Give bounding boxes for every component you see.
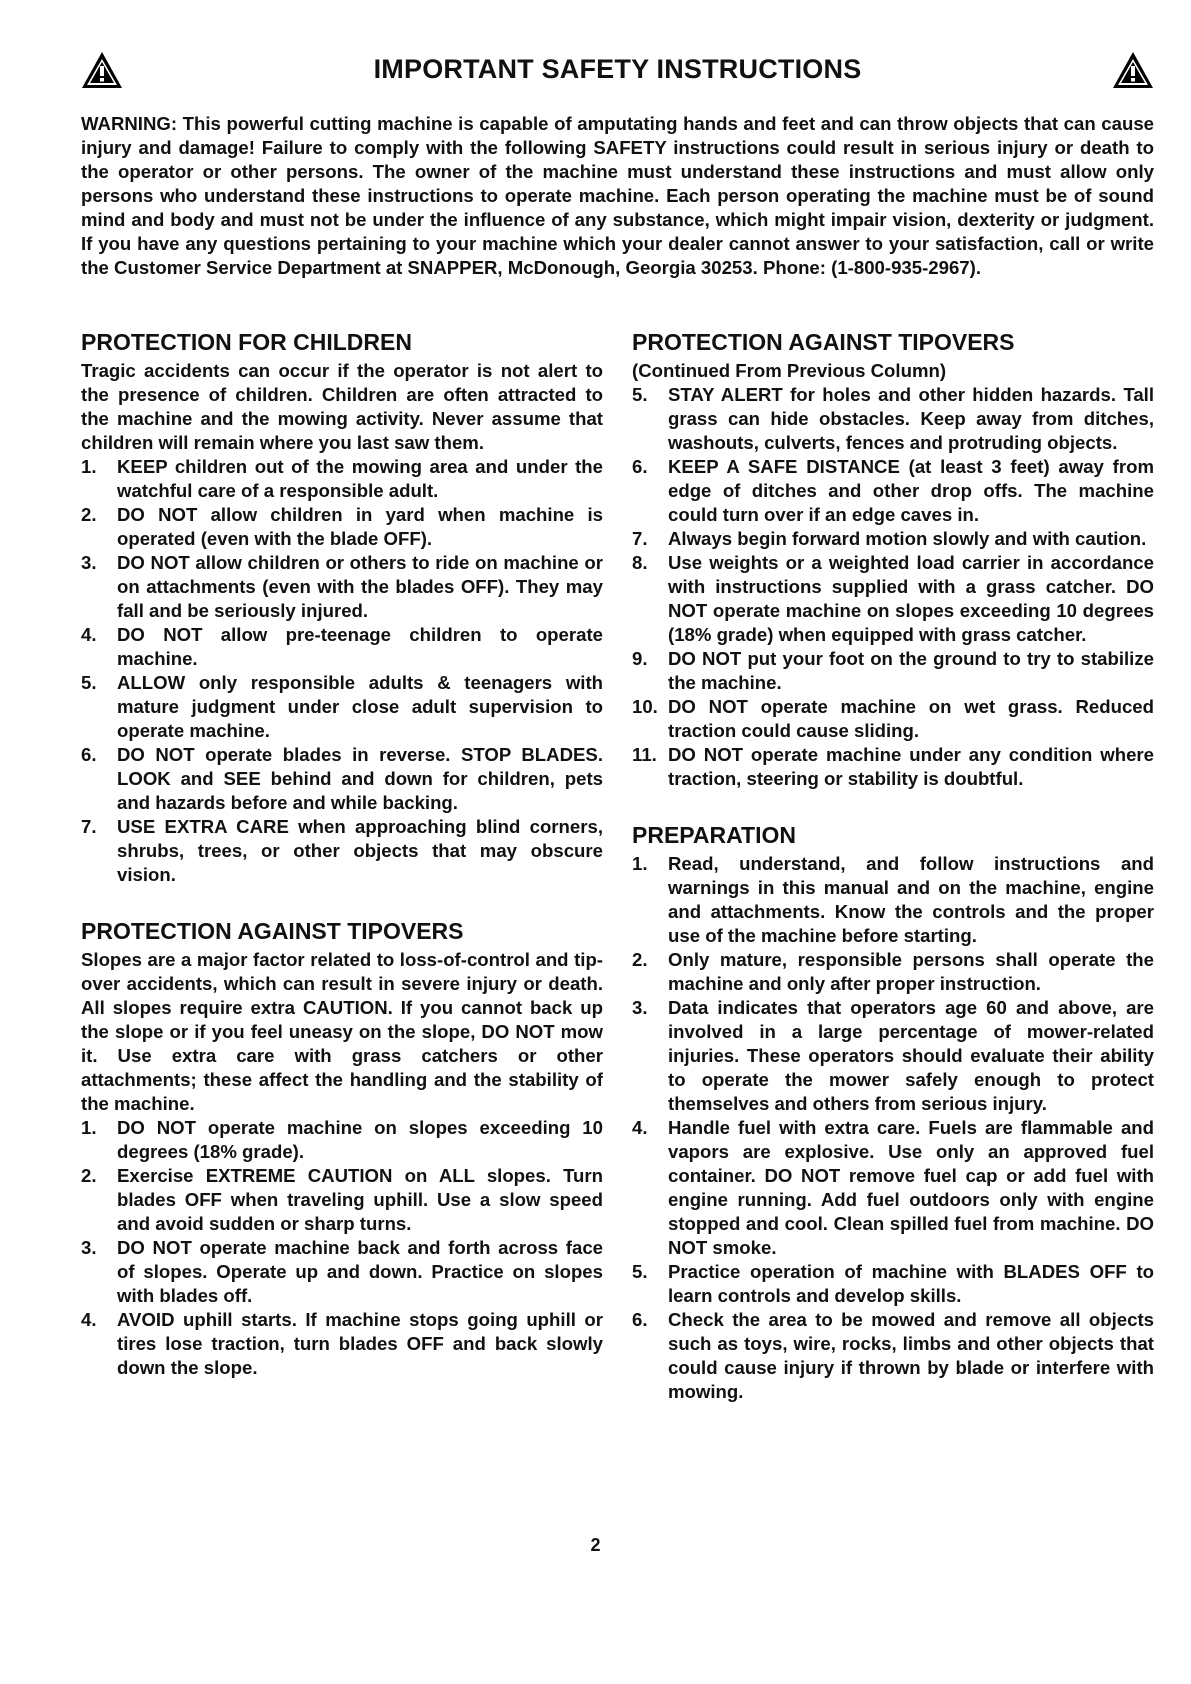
item-number: 2.	[81, 1165, 97, 1186]
item-number: 1.	[81, 1117, 97, 1138]
list-item	[632, 383, 1154, 455]
page-title: IMPORTANT SAFETY INSTRUCTIONS	[373, 54, 862, 84]
item-text: Always begin forward motion slowly and with caution.	[668, 528, 1147, 549]
item-number: 5.	[632, 1261, 648, 1282]
item-number: 3.	[632, 997, 648, 1018]
item-number: 3.	[81, 552, 97, 573]
list-item	[632, 1116, 1154, 1260]
item-number: 4.	[81, 624, 97, 645]
title-row	[80, 50, 1155, 96]
item-text: STAY ALERT for holes and other hidden hazards. Tall grass can hide obstacles. Keep away from ditches, washouts, culverts, fences and protruding objects.	[668, 384, 1154, 453]
list-item	[81, 551, 603, 623]
item-text: Data indicates that operators age 60 and above, are involved in a large percentage of mower-related injuries. These operators should evaluate their ability to operate the mower safely enough to protect themselves and others from serious injury.	[668, 997, 1154, 1114]
list-item	[81, 743, 603, 815]
item-number: 3.	[81, 1237, 97, 1258]
item-number: 5.	[632, 384, 648, 405]
item-text: Practice operation of machine with BLADES OFF to learn controls and develop skills.	[668, 1261, 1154, 1306]
item-text: Read, understand, and follow instructions and warnings in this manual and on the machine, engine and attachments. Know the controls and the proper use of the machine before starting.	[668, 853, 1154, 946]
section-heading: PROTECTION AGAINST TIPOVERS	[632, 329, 1015, 355]
section-heading: PREPARATION	[632, 822, 796, 848]
section-heading: PROTECTION AGAINST TIPOVERS	[81, 918, 464, 944]
item-text: ALLOW only responsible adults & teenagers with mature judgment under close adult supervision to operate machine.	[117, 672, 603, 741]
children-section	[81, 328, 603, 887]
item-number: 2.	[81, 504, 97, 525]
list-item	[632, 647, 1154, 695]
warning-paragraph: WARNING: This powerful cutting machine is capable of amputating hands and feet and can throw objects that can cause injury and damage! Failure to comply with the following SAFETY instructions could result in serious injury or death to the operator or other persons. The owner of the machine must understand these instructions and must allow only persons who understand these instructions to operate machine. Each person operating the machine must be of sound mind and body and must not be under the influence of any substance, which might impair vision, dexterity or judgment. If you have any questions pertaining to your machine which your dealer cannot answer to your satisfaction, call or write the Customer Service Department at SNAPPER, McDonough, Georgia 30253. Phone: (1-800-935-2967).	[81, 113, 1154, 278]
item-number: 6.	[632, 456, 648, 477]
item-number: 6.	[632, 1309, 648, 1330]
item-text: Handle fuel with extra care. Fuels are flammable and vapors are explosive. Use only an approved fuel container. DO NOT remove fuel cap or add fuel with engine running. Add fuel outdoors only with engine stopped and cool. Clean spilled fuel from machine. DO NOT smoke.	[668, 1117, 1154, 1258]
item-text: DO NOT allow children or others to ride on machine or on attachments (even with the blades OFF). They may fall and be seriously injured.	[117, 552, 603, 621]
item-text: AVOID uphill starts. If machine stops going uphill or tires lose traction, turn blades OFF and back slowly down the slope.	[117, 1309, 603, 1378]
tipovers-continued-section	[632, 328, 1154, 791]
item-number: 10.	[632, 696, 658, 717]
item-number: 1.	[632, 853, 648, 874]
page-number: 2	[590, 1535, 601, 1555]
item-number: 11.	[632, 744, 657, 765]
left-column	[81, 328, 603, 1380]
list-item	[81, 815, 603, 887]
list-item	[632, 852, 1154, 948]
list-item	[81, 455, 603, 503]
children-list	[81, 455, 603, 887]
list-item	[632, 743, 1154, 791]
list-item	[632, 996, 1154, 1116]
list-item	[632, 455, 1154, 527]
list-item	[81, 503, 603, 551]
section-intro: Tragic accidents can occur if the operator is not alert to the presence of children. Children are often attracted to the machine and the mowing activity. Never assume that children will remain where you last saw them.	[81, 360, 603, 453]
list-item	[81, 1116, 603, 1164]
section-intro: Slopes are a major factor related to loss-of-control and tip-over accidents, which can result in severe injury or death. All slopes require extra CAUTION. If you cannot back up the slope or if you feel uneasy on the slope, DO NOT mow it. Use extra care with grass catchers or other attachments; these affect the handling and the stability of the machine.	[81, 949, 603, 1114]
item-text: KEEP A SAFE DISTANCE (at least 3 feet) away from edge of ditches and other drop offs. The machine could turn over if an edge caves in.	[668, 456, 1154, 525]
item-text: Check the area to be mowed and remove all objects such as toys, wire, rocks, limbs and other objects that could cause injury if thrown by blade or interfere with mowing.	[668, 1309, 1154, 1402]
item-number: 7.	[632, 528, 648, 549]
list-item	[632, 948, 1154, 996]
tipovers-section	[81, 917, 603, 1380]
list-item	[81, 1236, 603, 1308]
item-text: DO NOT put your foot on the ground to try to stabilize the machine.	[668, 648, 1154, 693]
item-number: 5.	[81, 672, 97, 693]
section-subheading: (Continued From Previous Column)	[632, 360, 947, 381]
item-text: DO NOT allow children in yard when machine is operated (even with the blade OFF).	[117, 504, 603, 549]
item-text: DO NOT operate machine on wet grass. Reduced traction could cause sliding.	[668, 696, 1154, 741]
right-column	[632, 328, 1154, 1404]
item-text: Exercise EXTREME CAUTION on ALL slopes. Turn blades OFF when traveling uphill. Use a slow speed and avoid sudden or sharp turns.	[117, 1165, 603, 1234]
item-number: 1.	[81, 456, 97, 477]
tipovers-continued-list	[632, 383, 1154, 791]
preparation-section	[632, 821, 1154, 1404]
item-text: DO NOT operate machine under any condition where traction, steering or stability is doubtful.	[668, 744, 1154, 789]
item-number: 7.	[81, 816, 97, 837]
warning-triangle-icon	[1111, 50, 1155, 90]
item-text: KEEP children out of the mowing area and under the watchful care of a responsible adult.	[117, 456, 603, 501]
preparation-list	[632, 852, 1154, 1404]
list-item	[81, 1164, 603, 1236]
list-item	[81, 623, 603, 671]
item-text: Use weights or a weighted load carrier in accordance with instructions supplied with a grass catcher. DO NOT operate machine on slopes exceeding 10 degrees (18% grade) when equipped with grass catcher.	[668, 552, 1154, 645]
item-number: 9.	[632, 648, 648, 669]
item-text: Only mature, responsible persons shall operate the machine and only after proper instruction.	[668, 949, 1154, 994]
list-item	[81, 671, 603, 743]
list-item	[632, 1260, 1154, 1308]
item-text: DO NOT allow pre-teenage children to operate machine.	[117, 624, 603, 669]
item-text: DO NOT operate machine back and forth across face of slopes. Operate up and down. Practice on slopes with blades off.	[117, 1237, 603, 1306]
list-item	[632, 695, 1154, 743]
item-text: DO NOT operate blades in reverse. STOP BLADES. LOOK and SEE behind and down for children, pets and hazards before and while backing.	[117, 744, 603, 813]
item-number: 6.	[81, 744, 97, 765]
item-number: 8.	[632, 552, 648, 573]
list-item	[632, 527, 1154, 551]
item-text: USE EXTRA CARE when approaching blind corners, shrubs, trees, or other objects that may obscure vision.	[117, 816, 603, 885]
item-number: 4.	[632, 1117, 648, 1138]
list-item	[632, 551, 1154, 647]
list-item	[81, 1308, 603, 1380]
item-text: DO NOT operate machine on slopes exceeding 10 degrees (18% grade).	[117, 1117, 603, 1162]
section-heading: PROTECTION FOR CHILDREN	[81, 329, 412, 355]
tipovers-list	[81, 1116, 603, 1380]
list-item	[632, 1308, 1154, 1404]
item-number: 4.	[81, 1309, 97, 1330]
item-number: 2.	[632, 949, 648, 970]
